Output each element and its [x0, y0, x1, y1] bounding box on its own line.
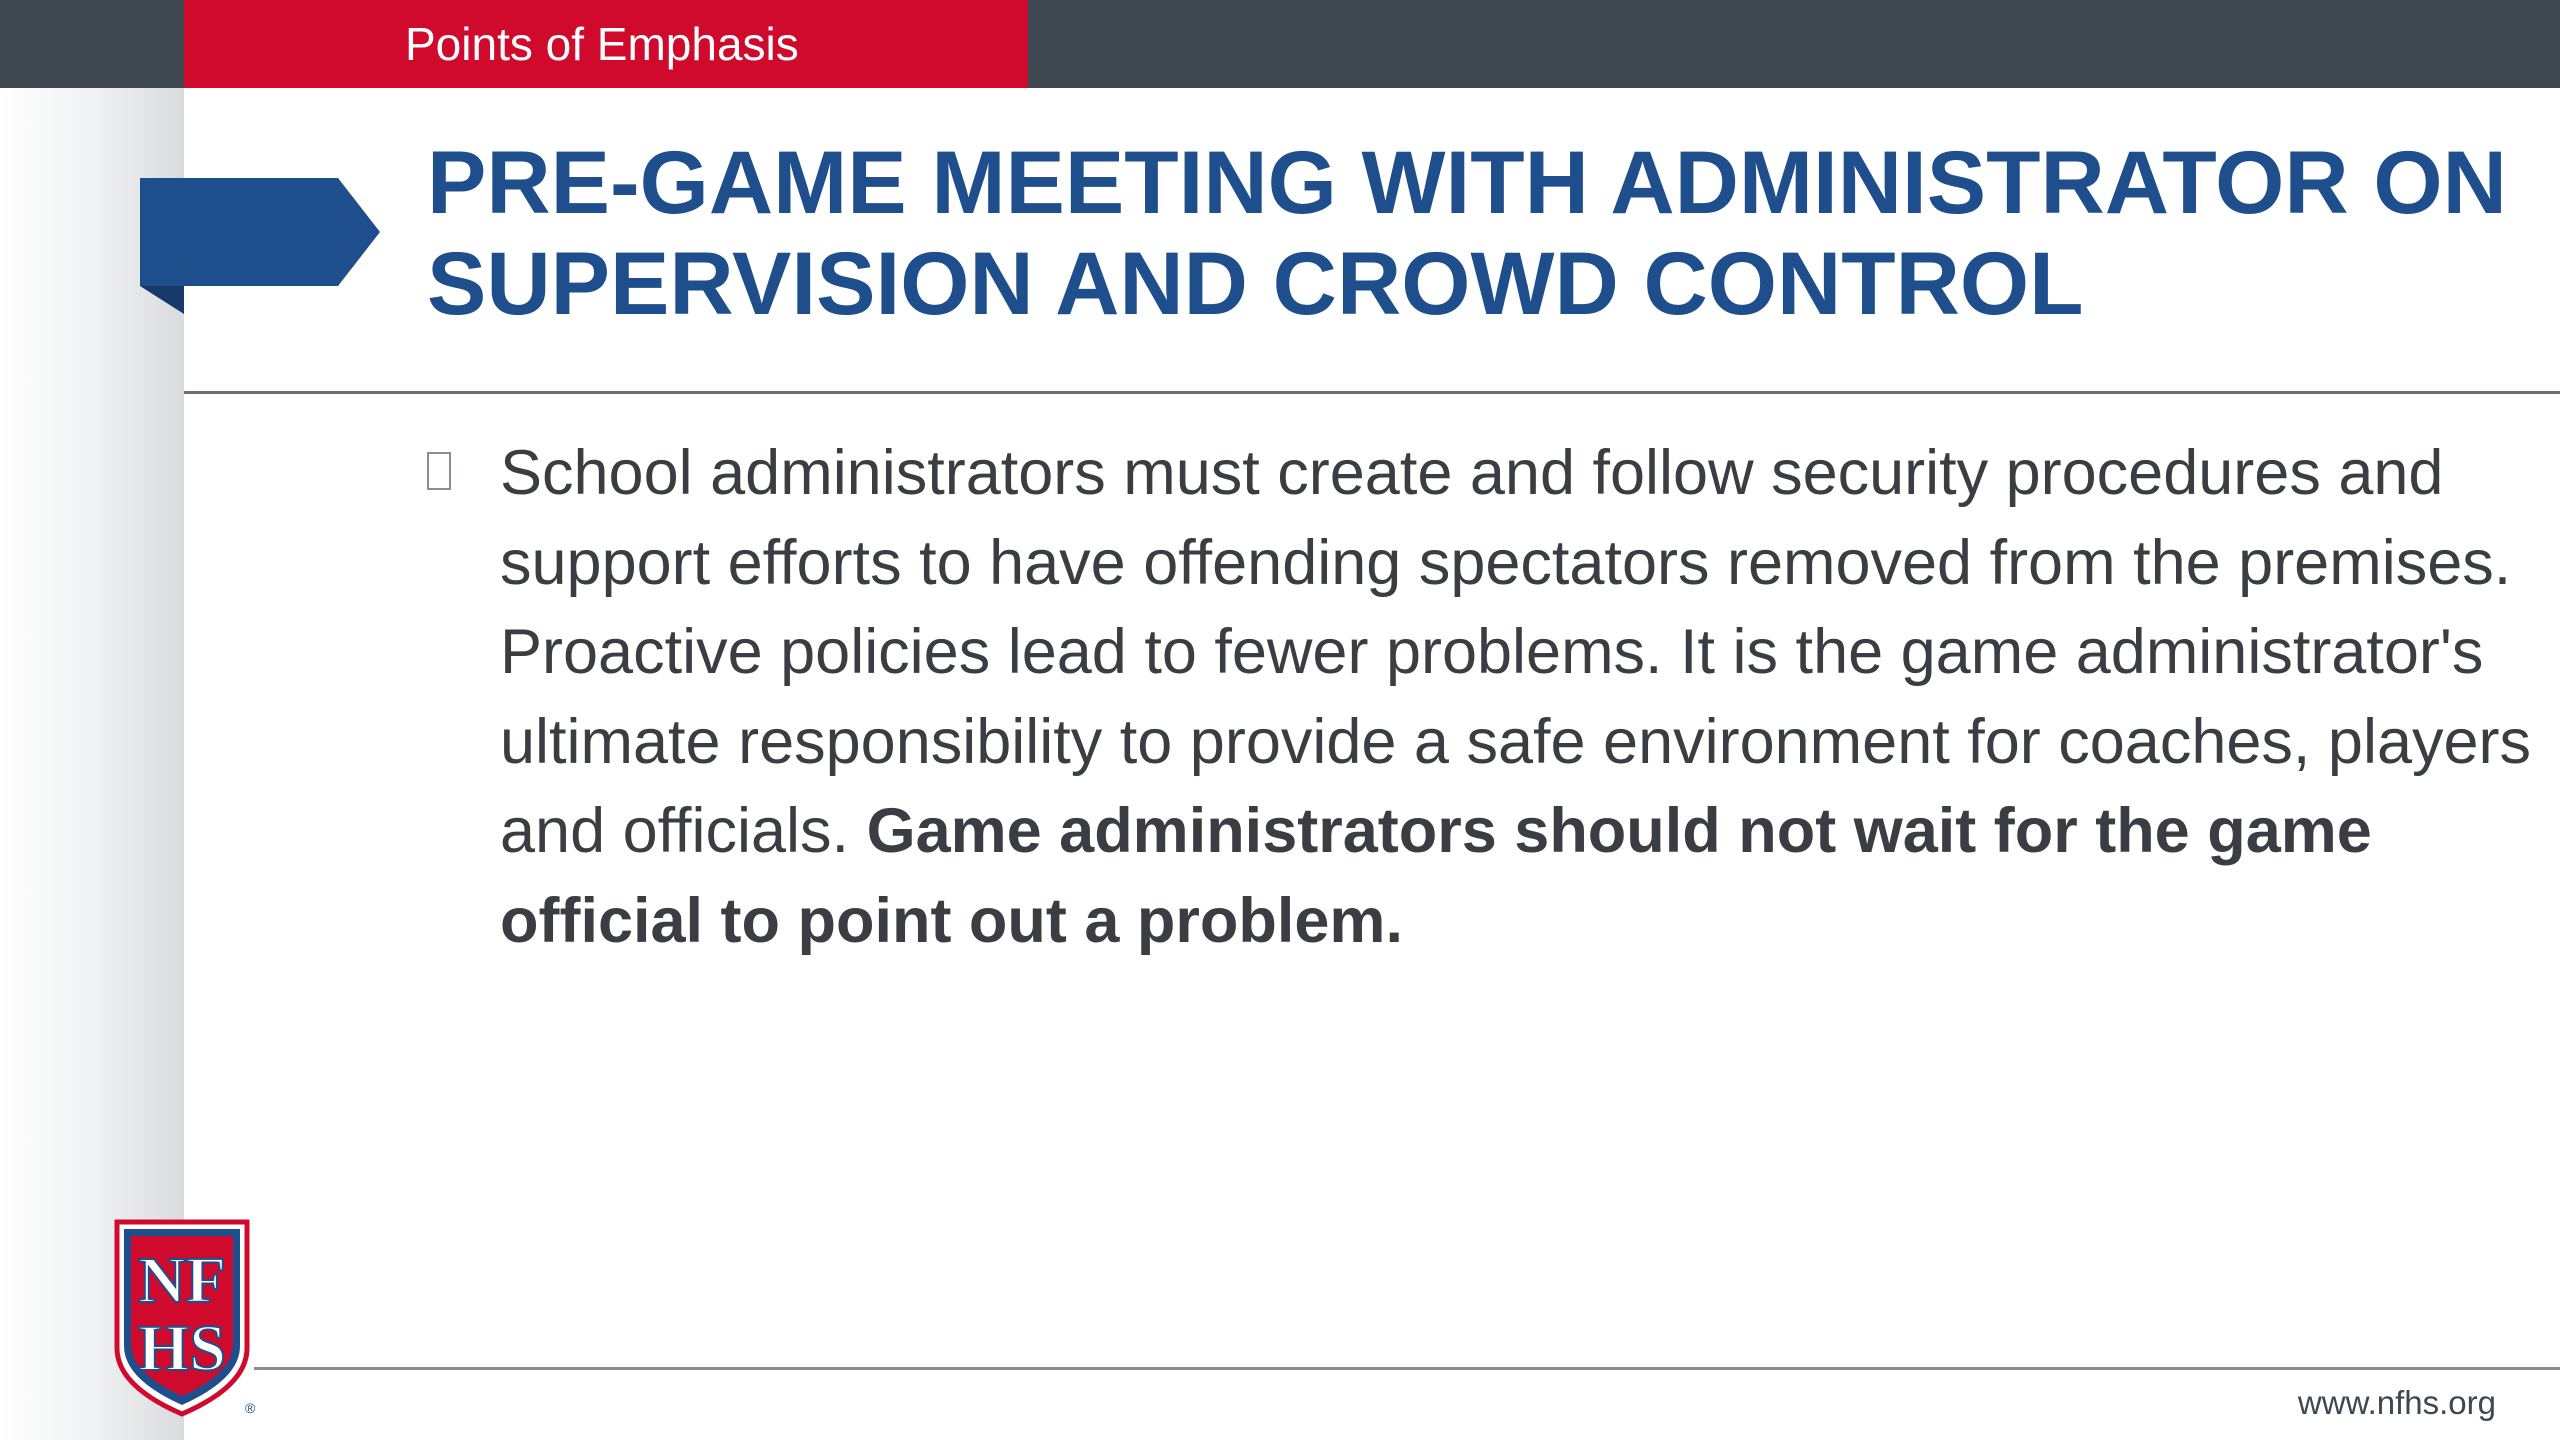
bullet-paragraph — [500, 429, 2540, 966]
nfhs-logo — [113, 1218, 259, 1418]
logo-letters-top: NF — [138, 1244, 226, 1317]
section-label: Points of Emphasis — [184, 0, 1028, 88]
footer-divider — [254, 1367, 2560, 1370]
title-divider — [184, 391, 2560, 394]
bullet-emphasis-text: Game administrators should not wait for the game official to point out a problem. — [500, 796, 2372, 956]
arrow-tab-icon — [140, 178, 385, 318]
title-line-1: PRE-GAME MEETING WITH ADMINISTRATOR ON — [427, 132, 2507, 232]
slide-title — [427, 132, 2507, 334]
title-line-2: SUPERVISION AND CROWD CONTROL — [427, 233, 2084, 333]
bullet-square-icon — [427, 452, 451, 490]
footer-url: www.nfhs.org — [2297, 1384, 2496, 1421]
logo-letters-bottom: HS — [137, 1312, 227, 1385]
bullet-body-text: School administrators must create and follow security procedures and support efforts to have offending spectators removed from the premises. Proactive policies lead to fewer problems. It is the game administrator's ultimate responsibility to provide a safe environment for coaches, players and officials. — [500, 438, 2532, 866]
registered-mark: ® — [245, 1400, 256, 1416]
